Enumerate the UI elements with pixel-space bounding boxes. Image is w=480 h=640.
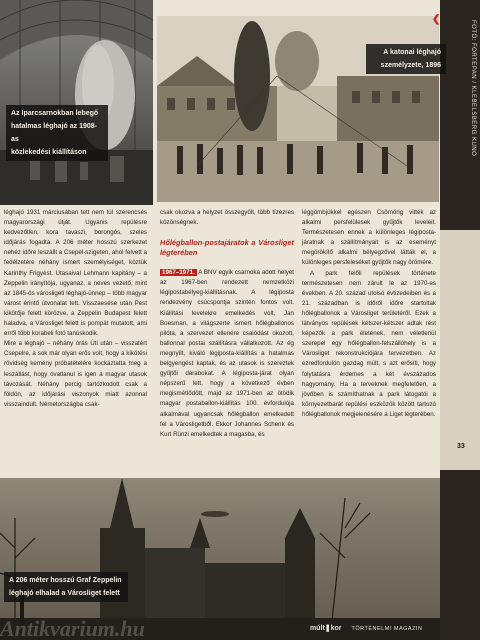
caption-line: közlekedési kiállításon: [11, 149, 87, 156]
photo-credit-vertical: FOTÓ: FORTEPAN / KLEBELSBERG KUNO: [470, 20, 476, 157]
caption-line: A katonai léghajó: [383, 49, 441, 56]
paragraph: A park felőli repülések története természetesen nem zárult le az 1970-es években. A 20. század utolsó évtizedeiben és a 21. században is időről időre startoltak hőlégballonok a Városliget területéről. Ezek a látványos repülések kétszer-kétszer adtak rést képezők a park életének, nem véletlenül szerepel egy hőlégballon-felszállóhely is a Városliget rekonstrukciójára tervezetben. Az ezredfordulón gazdag múlt, s azt erősíti, hogy folytatásra érdemes a két évszázados hagyomány. Ha a terveknek megfelelően, a jövőben is számíthatnak a park látogatói a környezetbarát repülési eszközök között tartozó hőlégballonok megjelenésére a Liget légterében.: [302, 269, 436, 418]
caption-military-balloon: [366, 44, 446, 74]
text-column-2: [160, 208, 294, 440]
page-number: 33: [457, 443, 465, 450]
caption-zeppelin: [4, 572, 128, 602]
caption-line: léghajó elhalad a Városliget felett: [9, 590, 120, 597]
footer-magazine: TÖRTÉNELMI MAGAZIN: [351, 626, 423, 632]
caption-exhibition-airship: [6, 105, 108, 161]
body-text: A BNV egyik csarnoka adott helyet az 1967-ben rendezett nemzetközi légipostabélyeg-kiállításnak. A légiposta rendezvény csúcspontja szintén fontos volt. Kiállítási levelekre emelkedés volt, Jan Boesman, a világszerte ismert hőlégballonos pilóta, a szervezet ellenére csalódást okozott, ballonnal postai szállításra vállalkozott. Az ég megnyílt, kiváló légiposta-kiállítás a hatalmas belgyengést kaptak, és az utasok is szereztek gyűjtői darabokat. A légiposta-járat olyan népszerű lett, hogy a következő évben megismétlődött, majd az 1971-ben az ötödik magyar postaballon-kiállítás 100. évfordulója alkalmával ugyancsak hőlégballon emelkedett fel a Városligetből. Ekkor Johannes Schenk és Kurt Rünzi emelkedtek a magasba, és: [160, 269, 294, 438]
caption-line: Az Iparcsarnokban lebegő: [11, 110, 99, 117]
footer-brand: múlt❚kor: [310, 625, 342, 632]
paragraph: léggömbjükkel egészen Csömörig vitték az alkalmi persfelülesek gyűjtők leveleit. Természetesen ennek a különleges légiposta-járatnak a szállítmányait is az eseményt megörökítő alkalmi bélyegzővel látták el, a különleges persfeleséket gyűjtők nagy örömére.: [302, 209, 436, 267]
caption-line: A 206 méter hosszú Graf Zeppelin: [9, 577, 122, 584]
red-arrow-icon: ❮: [432, 14, 441, 25]
paragraph: Mire a léghajó – néhány órás Úti után – visszatért Csepelre, a sok már olyan erős volt, hogy a kikötési rövidség kemény próbatételére kockáztatta meg a leszállást, hogy óvatlanul is igen a magyar utasok távozását. Néhány percig tartózkodott csak a földön, az időjárási viszonyok miatt azonnal visszaindult. Németországba csak-: [4, 340, 147, 408]
paragraph: csak okozva a helyzet összegyűlt, több tízezres közönségnek.: [160, 209, 294, 227]
paragraph: léghajó 1931 márciusában tett nem túl szerencsés magyarországi útját. Ugyanis repülésre kedvezőtlen, kora tavaszi, borongós, szeles időjárás fogadta. A 206 méter hosszú szerkezet nehéz időre leszállt a Csepel-szigeten, ahol felvett a fedélzetére néhány ismert személyiséget, köztük Karinthy Frigyest. Utasaival Lehmann kapitány – a Zeppelin irányítója, ugyanaz, a neves vezető, mint az 1845-ös városligeti léghajó-ünnep – több magyar várost érintő útvonalat tett. Visszaesése után Pest kikötője felett körözve, a Zeppelin Budapest felett haladva, a Városliget felett is pompát mutatott, ami erről több korabeli fotó tanúskodik.: [4, 209, 147, 338]
caption-line: személyzete, 1896: [380, 62, 441, 69]
year-badge: 1967–1971.: [162, 269, 195, 277]
text-column-1: [4, 208, 147, 410]
section-heading: Hőlégballon-postajáratok a Városliget légterében: [160, 238, 294, 258]
caption-line: hatalmas léghajó az 1908-as: [11, 123, 97, 143]
footer: [310, 624, 422, 638]
photo-exhibition-hall-airship: [0, 0, 153, 205]
text-column-3: [302, 208, 436, 420]
watermark: Antikvarium.hu: [0, 616, 145, 640]
page-edge-dark-bottom: [440, 470, 480, 640]
paragraph: [160, 268, 294, 440]
